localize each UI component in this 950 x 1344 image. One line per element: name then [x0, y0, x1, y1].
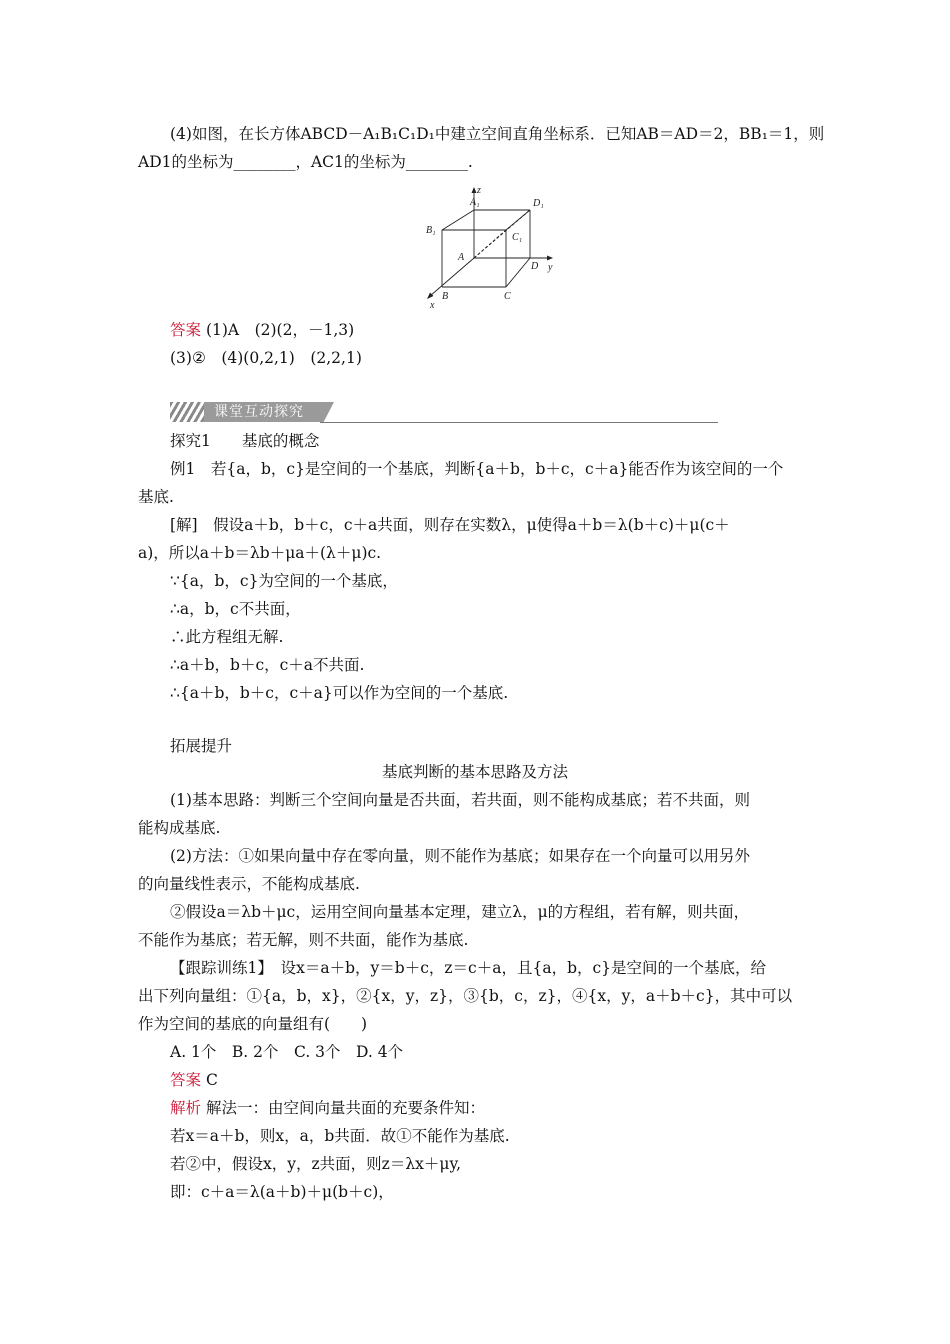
answer-2-value: C: [205, 1071, 218, 1089]
section-banner: [170, 400, 718, 424]
extension-line-1: (1)基本思路：判断三个空间向量是否共面，若共面，则不能构成基底；若不共面，则: [170, 791, 750, 809]
extension-title: 基底判断的基本思路及方法: [381, 763, 568, 781]
label-a1: A₁: [470, 197, 480, 208]
training-options: A. 1个 B. 2个 C. 3个 D. 4个: [170, 1043, 404, 1061]
example-1-line-2: 基底.: [138, 488, 174, 506]
training-line-1: 【跟踪训练1】 设x＝a＋b，y＝b＋c，z＝c＋a，且{a，b，c}是空间的一个基底，给: [170, 959, 767, 977]
label-b1: B₁: [426, 225, 436, 236]
solution-line-5: ∴此方程组无解.: [170, 628, 284, 646]
training-line-3: 作为空间的基底的向量组有( ): [138, 1015, 368, 1033]
question-4-line-1: (4)如图，在长方体ABCD－A₁B₁C₁D₁中建立空间直角坐标系．已知AB＝AD＝2，BB₁＝1，则: [170, 125, 825, 143]
extension-line-6: 不能作为基底；若无解，则不共面，能作为基底.: [138, 931, 469, 949]
label-c1: C₁: [512, 232, 523, 243]
answer-label-2: 答案: [170, 1071, 202, 1089]
solution-line-4: ∴a，b，c不共面，: [170, 600, 301, 618]
answer-1-line-1: [170, 320, 354, 340]
label-c: C: [504, 291, 511, 302]
answer-1-line-2: (3)② (4)(0,2,1) (2,2,1): [170, 349, 362, 367]
solution-line-6: ∴a＋b，b＋c，c＋a不共面.: [170, 656, 365, 674]
analysis-line-1: [170, 1098, 485, 1118]
solution-line-1: [解] 假设a＋b，b＋c，c＋a共面，则存在实数λ，μ使得a＋b＝λ(b＋c)＋μ(c＋: [170, 516, 730, 534]
solution-line-2: a)，所以a＋b＝λb＋μa＋(λ＋μ)c.: [138, 544, 382, 562]
extension-line-3: (2)方法：①如果向量中存在零向量，则不能作为基底；如果存在一个向量可以用另外: [170, 847, 750, 865]
question-4-line-2: AD1的坐标为________，AC1的坐标为________.: [138, 153, 473, 171]
answer-1-value: (1)A (2)(2，－1,3): [205, 321, 355, 339]
answer-2-line: [170, 1070, 218, 1090]
analysis-line-3: 若②中，假设x，y，z共面，则z＝λx＋μy,: [170, 1155, 462, 1173]
label-x: x: [430, 300, 435, 308]
extension-line-4: 的向量线性表示，不能构成基底.: [138, 875, 360, 893]
solution-line-7: ∴{a＋b，b＋c，c＋a}可以作为空间的一个基底.: [170, 684, 509, 702]
extension-line-2: 能构成基底.: [138, 819, 221, 837]
solution-line-3: ∵{a，b，c}为空间的一个基底，: [170, 572, 398, 590]
label-b: B: [442, 291, 449, 302]
extension-label: 拓展提升: [170, 737, 233, 755]
label-y: y: [548, 262, 553, 273]
analysis-text-1: 解法一：由空间向量共面的充要条件知：: [205, 1099, 485, 1117]
label-a: A: [458, 252, 465, 263]
analysis-label: 解析: [170, 1099, 202, 1117]
explore-heading: 探究1 基底的概念: [170, 432, 320, 450]
cuboid-figure: [420, 182, 560, 312]
training-line-2: 出下列向量组：①{a，b，x}，②{x，y，z}，③{b，c，z}，④{x，y，a＋b＋c}，其中可以: [138, 987, 793, 1005]
extension-line-5: ②假设a＝λb＋μc，运用空间向量基本定理，建立λ，μ的方程组，若有解，则共面，: [170, 903, 750, 921]
answer-label: 答案: [170, 321, 202, 339]
label-d1: D₁: [533, 198, 544, 209]
banner-rule: [320, 422, 718, 423]
label-d: D: [531, 261, 539, 272]
section-title: 课堂互动探究: [214, 404, 304, 420]
analysis-line-2: 若x＝a＋b，则x，a，b共面．故①不能作为基底.: [170, 1127, 510, 1145]
example-1-line-1: 例1 若{a，b，c}是空间的一个基底，判断{a＋b，b＋c，c＋a}能否作为该空间的一个: [170, 460, 784, 478]
analysis-line-4: 即：c＋a＝λ(a＋b)＋μ(b＋c)，: [170, 1183, 394, 1201]
label-z: z: [477, 185, 481, 196]
